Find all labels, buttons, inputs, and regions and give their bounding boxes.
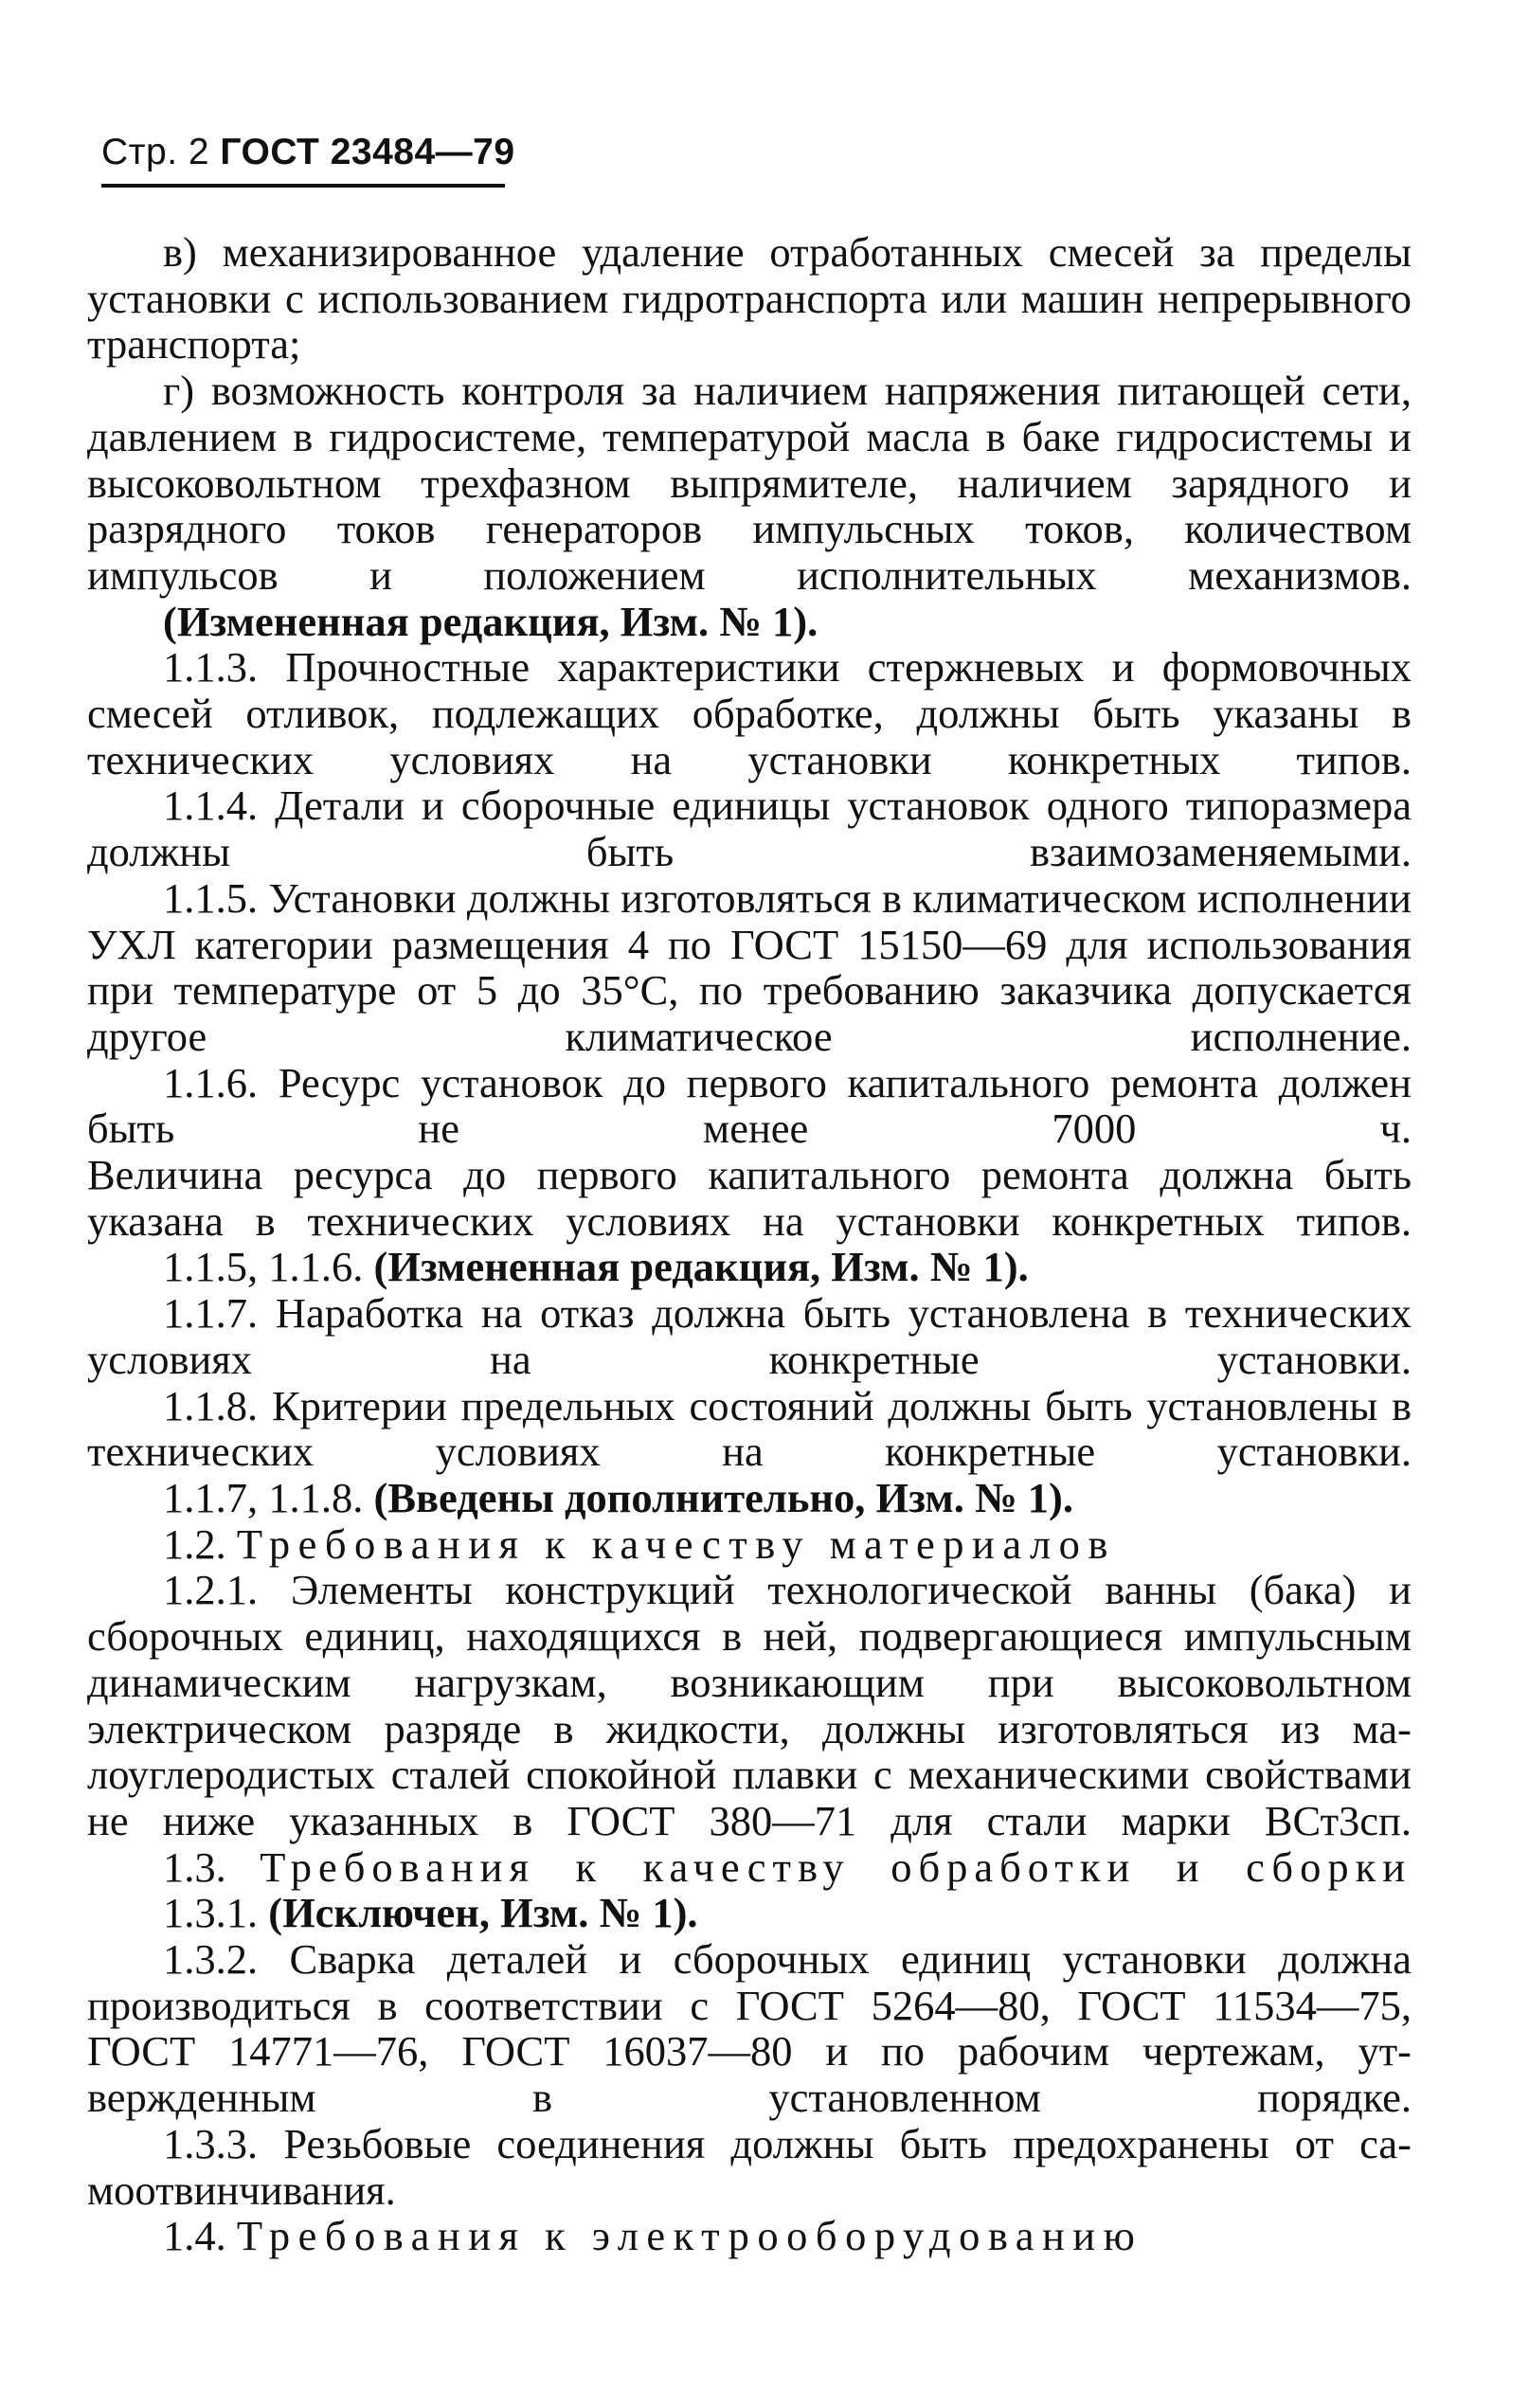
paragraph-text: 1.1.8. Критерии предельных состояний должны быть установлены в технических условиях на конкретные установки. [87, 1381, 1412, 1476]
paragraph-item-g [87, 368, 1412, 599]
section-heading-1-4 [87, 2213, 1412, 2259]
section-title: Требования к качеству материалов [236, 1519, 1116, 1568]
section-heading-1-2 [87, 1521, 1412, 1568]
amendment-text: (Измененная редакция, Изм. № 1). [373, 1243, 1029, 1291]
clause-number: 1.3.1. [163, 1889, 259, 1937]
paragraph-1-1-4 [87, 782, 1412, 874]
paragraph-text: 1.1.5. Установки должны изготовляться в климатическом исполнении УХЛ категории размещения 4 по ГОСТ 15150—69 для использования при температуре от 5 до 35°С, по требованию заказчика допускается другое климатическое исполнение. [87, 873, 1412, 1060]
paragraph-text: 1.1.6. Ресурс установок до первого капитального ремонта должен быть не менее 7000 ч. [87, 1058, 1412, 1153]
section-number: 1.2. [163, 1519, 226, 1568]
paragraph-text: в) механизированное удаление отработанных смесей за пределы установки с использованием гидротранспорта или машин непрерывного транспорта; [87, 228, 1412, 368]
paragraph-text: 1.2.1. Элементы конструкций технологической ванны (бака) и сборочных единиц, находящихся в ней, подвергающиеся импульсным динамическим нагрузкам, возникающим при высоковольтном электрическом разряде в жидкости, должны изготовляться из малоуглеродистых сталей спокойной плавки с механическими свойствами не ниже указанных в ГОСТ 380—71 для стали марки ВСт3сп. [87, 1566, 1412, 1844]
paragraph-text: г) возможность контроля за наличием напряжения питающей сети, давлением в гидросистеме, температурой масла в баке гидросистемы и высоковольтном трехфазном выпрямителе, наличием зарядного и разрядного токов генераторов импульсных токов, количеством импульсов и положением исполнительных механизмов. [87, 367, 1412, 599]
paragraph-text: 1.3.2. Сварка деталей и сборочных единиц установки должна производиться в соответствии с ГОСТ 5264—80, ГОСТ 11534—75, ГОСТ 14771—76, ГОСТ 16037—80 и по рабочим чертежам, утвержденным в установленном порядке. [87, 1935, 1412, 2122]
section-heading-1-3 [87, 1844, 1412, 1891]
section-number: 1.3. [163, 1842, 226, 1891]
section-title: Требования к электрооборудованию [236, 2212, 1143, 2260]
clause-number: 1.1.5, 1.1.6. [163, 1243, 364, 1291]
paragraph-1-1-8 [87, 1383, 1412, 1475]
header-text [101, 129, 515, 176]
paragraph-1-3-2 [87, 1936, 1412, 2121]
paragraph-text: 1.1.7. Наработка на отказ должна быть установлена в технических условиях на конкретные установки. [87, 1289, 1412, 1383]
amendment-note [87, 599, 1412, 645]
amendment-note-1-3-1 [87, 1890, 1412, 1936]
section-title: Требования к качеству обработки и сборки [260, 1842, 1412, 1891]
paragraph-text: 1.1.3. Прочностные характеристики стержневых и формовочных смесей отливок, подлежащих обработке, должны быть указаны в технических условиях на установки конкретных типов. [87, 643, 1412, 783]
paragraph-1-3-3 [87, 2121, 1412, 2213]
paragraph-1-1-3 [87, 644, 1412, 782]
section-number: 1.4. [163, 2212, 226, 2260]
standard-code: ГОСТ 23484—79 [220, 132, 515, 172]
amendment-note-1-1-5 [87, 1244, 1412, 1290]
paragraph-text: 1.1.4. Детали и сборочные единицы установок одного типоразмера должны быть взаимозаменяемыми. [87, 782, 1412, 876]
document-body [87, 229, 1412, 2259]
page-header [101, 129, 515, 188]
paragraph-1-1-6 [87, 1060, 1412, 1152]
page-number-label: Стр. 2 [101, 132, 210, 172]
amendment-note-1-1-7 [87, 1475, 1412, 1521]
paragraph-1-1-5 [87, 875, 1412, 1060]
paragraph-resource [87, 1152, 1412, 1244]
header-rule [101, 184, 505, 188]
amendment-text: (Измененная редакция, Изм. № 1). [163, 597, 818, 645]
clause-number: 1.1.7, 1.1.8. [163, 1473, 364, 1521]
paragraph-item-v [87, 229, 1412, 368]
amendment-text: (Введены дополнительно, Изм. № 1). [373, 1473, 1073, 1521]
paragraph-1-1-7 [87, 1290, 1412, 1382]
amendment-text: (Исключен, Изм. № 1). [268, 1889, 698, 1937]
paragraph-1-2-1 [87, 1567, 1412, 1843]
paragraph-text: Величина ресурса до первого капитального ремонта должна быть указана в технических условиях на установки конкретных типов. [87, 1151, 1412, 1245]
paragraph-text: 1.3.3. Резьбовые соединения должны быть предохранены от самоотвинчивания. [87, 2119, 1412, 2214]
